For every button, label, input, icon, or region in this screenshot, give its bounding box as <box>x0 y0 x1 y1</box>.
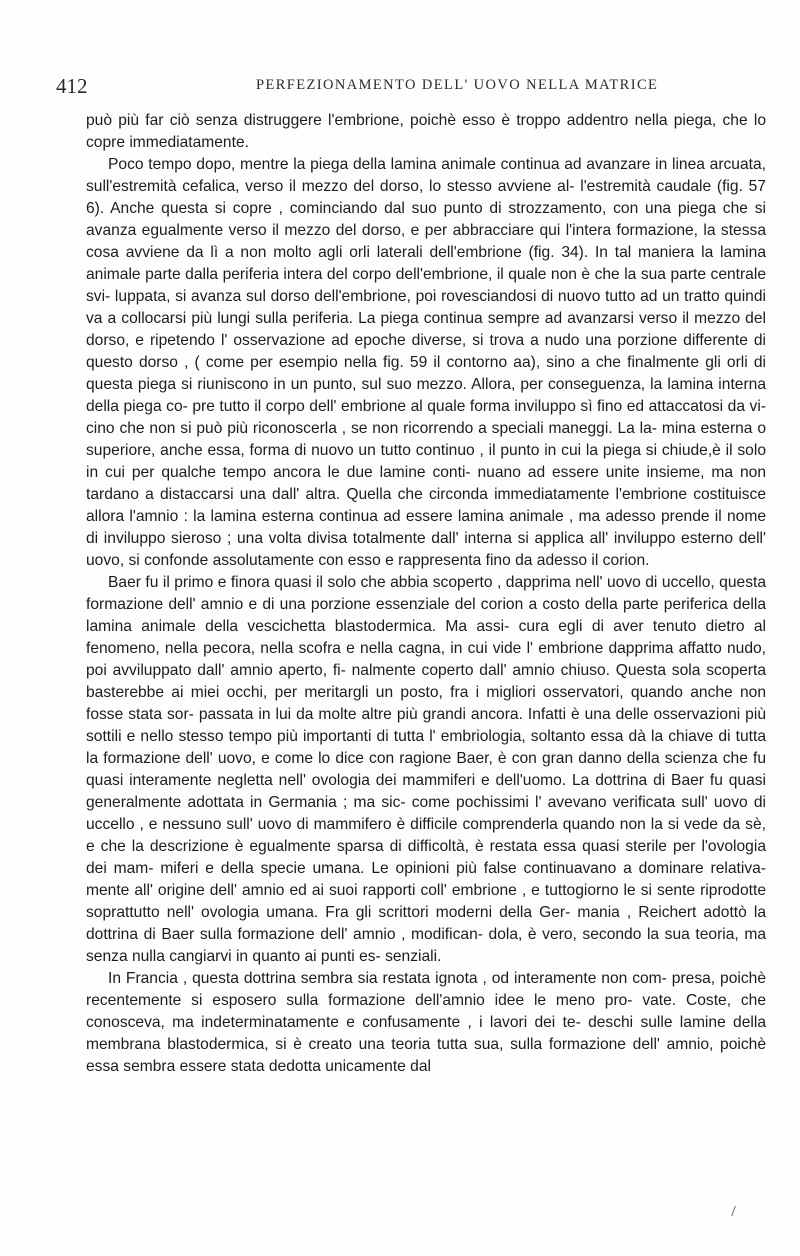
paragraph: Poco tempo dopo, mentre la piega della lamina animale continua ad avanzare in linea arcuata, sull'estremità cefalica, verso il mezzo del dorso, lo stesso avviene al- l'estremità caudale (fig. 57 6). Anche questa si copre , cominciando dal suo punto di strozzamento, con una piega che si avanza egualmente verso il mezzo del dorso, e per abbracciare qui l'intera formazione, la stessa cosa avviene da lì a non molto agli orli laterali dell'embrione (fig. 34). In tal maniera la lamina animale parte dalla periferia intera del corpo dell'embrione, il quale non è che la sua parte centrale svi- luppata, si avanza sul dorso dell'embrione, poi rovesciandosi di nuovo tutto ad un tratto quindi va a collocarsi più lungi sulla periferia. La piega continua sempre ad avanzarsi verso il mezzo del dorso, e ripetendo l' osservazione ad epoche diverse, si trova a nudo una porzione differente di questo dorso , ( come per esempio nella fig. 59 il contorno aa), sino a che finalmente gli orli di questa piega si riuniscono in un punto, sul suo mezzo. Allora, per conseguenza, la lamina interna della piega co- pre tutto il corpo dell' embrione al quale forma inviluppo sì fino ed attaccatosi da vi- cino che non si può più riconoscerla , se non ricorrendo a speciali maneggi. La la- mina esterna o superiore, anche essa, forma di nuovo un tutto continuo , il punto in cui la piega si chiude,è il solo in cui per qualche tempo ancora le due lamine conti- nuano ad essere unite insieme, ma non tardano a distaccarsi una dall' altra. Quella che circonda immediatamente l'embrione costituisce allora l'amnio : la lamina esterna continua ad essere lamina animale , ma adesso prende il nome di inviluppo sieroso ; una volta divisa totalmente dall' interna si applica all' inviluppo esterno dell' uovo, si confonde assolutamente con esso e rappresenta fino da adesso il corion. <box>86 156 766 569</box>
running-title: PERFEZIONAMENTO DELL' UOVO NELLA MATRICE <box>256 77 659 93</box>
page-number: 412 <box>56 74 88 98</box>
paragraph: In Francia , questa dottrina sembra sia restata ignota , od interamente non com- presa, poichè recentemente si esposero sulla formazione dell'amnio idee le meno pro- vate. Coste, che conosceva, ma indeterminatamente e confusamente , i lavori dei te- deschi sulle lamine della membrana blastodermica, si è creato una teoria tutta sua, sulla formazione dell' amnio, poichè essa sembra essere stata dedotta unicamente dal <box>86 970 766 1075</box>
paragraph: Baer fu il primo e finora quasi il solo che abbia scoperto , dapprima nell' uovo di uccello, questa formazione dell' amnio e di una porzione essenziale del corion a costo della parte periferica della lamina animale della vescichetta blastodermica. Ma assi- cura egli di aver tenuto dietro al fenomeno, nella pecora, nella scofra e nella cagna, in cui vide l' embrione dapprima affatto nudo, poi avviluppato dall' amnio aperto, fi- nalmente coperto dall' amnio chiuso. Questa sola scoperta basterebbe ai miei occhi, per meritargli un posto, fra i migliori osservatori, quando anche non fosse stata sor- passata in lui da molte altre più grandi ancora. Infatti è una delle osservazioni più sottili e nello stesso tempo più importanti di tutta l' embriologia, soltanto essa dà la chiave di tutta la formazione dell' uovo, e come lo dice con ragione Baer, è con gran danno della scienza che fu quasi interamente negletta nell' ovologia dei mammiferi e dell'uomo. La dottrina di Baer fu quasi generalmente adottata in Germania ; ma sic- come pochissimi l' avevano verificata sull' uovo di uccello , e nessuno sull' uovo di mammifero è difficile comprenderla quando non la si vede da sè, e che la descrizione è egualmente sparsa di difficoltà, è restata essa quasi sterile per l'ovologia dei mam- miferi e della specie umana. Le opinioni più false continuavano a dominare relativa- mente all' origine dell' amnio ed ai suoi rapporti coll' embrione , e tuttogiorno le si sente riprodotte soprattutto nell' ovologia umana. Fra gli scrittori moderni della Ger- mania , Reichert adottò la dottrina di Baer sulla formazione dell' amnio , modifican- dola, è vero, secondo la sua teoria, ma senza nulla cangiarvi in quanto ai punti es- senziali. <box>86 574 766 965</box>
body-text <box>86 110 766 1078</box>
ink-mark <box>731 1206 742 1216</box>
paragraph-continuation: può più far ciò senza distruggere l'embrione, poichè esso è troppo addentro nella piega, che lo copre immediatamente. <box>86 112 766 151</box>
page-header <box>56 74 756 98</box>
